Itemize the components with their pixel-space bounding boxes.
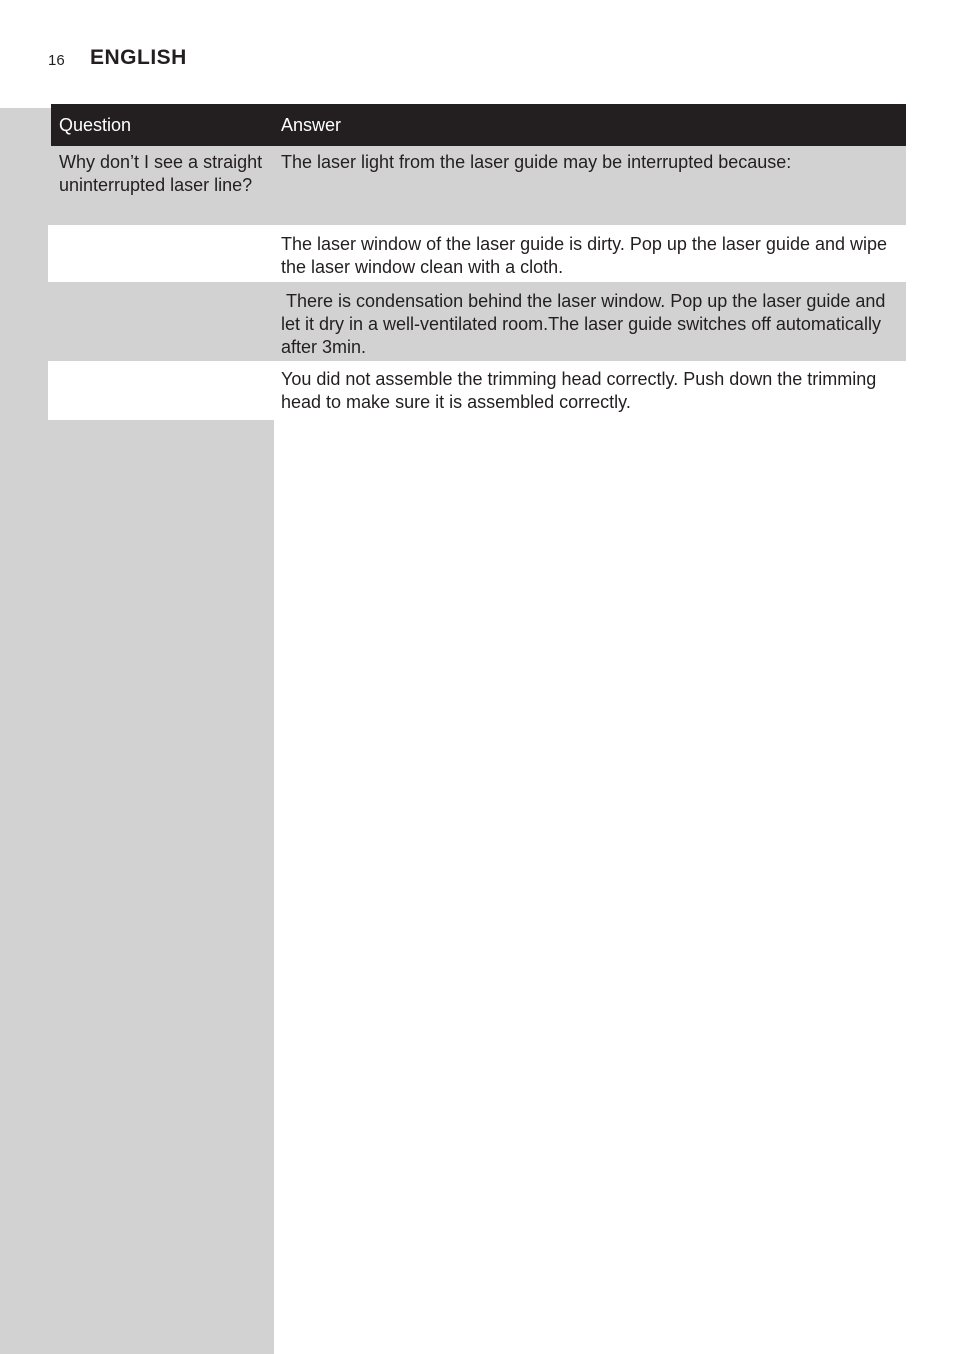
question-cell: Why don’t I see a straight uninterrupted laser line? bbox=[59, 152, 263, 195]
table-header-row bbox=[51, 104, 906, 146]
question-cell bbox=[48, 368, 270, 420]
answer-cell: The laser light from the laser guide may be interrupted because: bbox=[281, 152, 792, 172]
column-header-answer: Answer bbox=[281, 114, 342, 135]
section-title: ENGLISH bbox=[90, 46, 187, 69]
table-row bbox=[48, 361, 906, 420]
column-header-question: Question bbox=[59, 114, 132, 135]
question-cell bbox=[51, 290, 273, 361]
answer-cell: The laser window of the laser guide is dirty. Pop up the laser guide and wipe the laser window clean with a cloth. bbox=[281, 234, 888, 277]
troubleshooting-table bbox=[48, 104, 906, 420]
table-row bbox=[51, 282, 906, 361]
question-cell bbox=[48, 233, 270, 282]
table-row bbox=[51, 146, 906, 225]
page-number: 16 bbox=[48, 52, 65, 69]
answer-cell: You did not assemble the trimming head correctly. Push down the trimming head to make sure it is assembled correctly. bbox=[281, 369, 877, 412]
table-row bbox=[48, 225, 906, 282]
answer-cell: There is condensation behind the laser window. Pop up the laser guide and let it dry in a well-ventilated room.The laser guide switches off automatically after 3min. bbox=[281, 291, 891, 357]
